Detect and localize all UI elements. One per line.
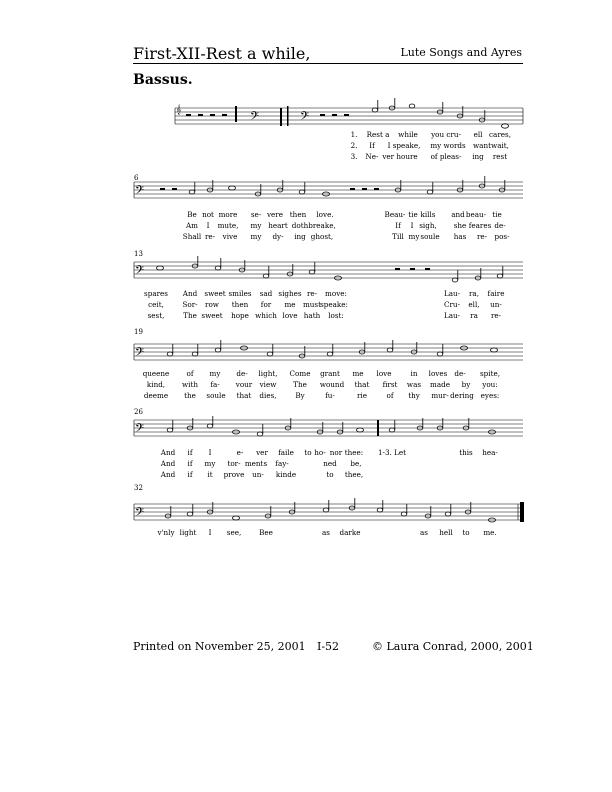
lyric-syllable: And	[160, 459, 176, 468]
lyric-syllable: by	[461, 380, 471, 389]
lyric-syllable: pos-	[494, 232, 510, 241]
lyric-syllable: my	[250, 221, 262, 230]
collection-title: Lute Songs and Ayres	[400, 46, 522, 59]
lyric-syllable: grant	[320, 369, 340, 378]
lyric-syllable: love	[282, 311, 298, 320]
lyric-syllable: doth	[291, 221, 309, 230]
lyric-syllable: ell	[473, 130, 483, 139]
lyric-syllable: ra,	[468, 289, 480, 298]
lyric-syllable: By	[295, 391, 305, 400]
lyric-syllable: this	[459, 448, 473, 457]
lyric-syllable: fa-	[210, 380, 220, 389]
lyric-syllable: light,	[258, 369, 278, 378]
lyric-syllable: wait,	[491, 141, 509, 150]
measure-number: 19	[134, 328, 143, 336]
lyric-syllable: ing	[294, 232, 306, 241]
lyric-syllable: lost:	[328, 311, 344, 320]
lyric-syllable: fay-	[275, 459, 289, 468]
lyric-syllable: while	[398, 130, 418, 139]
lyric-syllable: as	[322, 528, 330, 537]
lyric-syllable: me	[352, 369, 364, 378]
lyric-syllable: me	[284, 300, 296, 309]
lyric-syllable: beau-	[465, 210, 487, 219]
lyric-syllable: in	[410, 369, 418, 378]
part-name: Bassus.	[133, 72, 193, 88]
lyric-syllable: Rest a	[366, 130, 390, 139]
lyric-syllable: ghost,	[310, 232, 334, 241]
footer-copyright: © Laura Conrad, 2000, 2001	[372, 640, 534, 653]
lyric-syllable: was	[406, 380, 422, 389]
lyric-syllable: view	[259, 380, 277, 389]
lyric-syllable: rest	[492, 152, 508, 161]
lyric-syllable: un-	[490, 300, 502, 309]
lyric-syllable: more	[218, 210, 238, 219]
lyric-syllable: Ne-	[365, 152, 379, 161]
lyric-syllable: as	[420, 528, 428, 537]
song-title: First-XII-Rest a while,	[133, 44, 311, 63]
lyric-syllable: Come	[289, 369, 311, 378]
lyric-syllable: re-	[204, 232, 216, 241]
lyric-syllable: sweet	[204, 289, 226, 298]
lyric-syllable: The	[293, 380, 307, 389]
lyric-syllable: I	[208, 528, 212, 537]
lyric-syllable: ell,	[468, 300, 480, 309]
lyric-syllable: If	[395, 221, 401, 230]
lyric-syllable: re-	[490, 311, 502, 320]
lyric-syllable: kinde	[275, 470, 297, 479]
music-staff	[0, 494, 612, 534]
lyric-syllable: love	[376, 369, 392, 378]
lyric-syllable: ned	[323, 459, 337, 468]
lyric-syllable: to	[304, 448, 312, 457]
lyric-syllable: for	[260, 300, 272, 309]
lyric-syllable: If	[369, 141, 375, 150]
lyric-syllable: if	[187, 470, 193, 479]
lyric-syllable: my words	[430, 141, 466, 150]
lyric-syllable: with	[182, 380, 198, 389]
lyric-syllable: spite,	[479, 369, 501, 378]
lyric-syllable: wound	[319, 380, 345, 389]
lyric-syllable: ments	[244, 459, 268, 468]
lyric-syllable: ver	[256, 448, 268, 457]
lyric-syllable: e-	[236, 448, 244, 457]
svg-text:𝄢: 𝄢	[135, 264, 145, 280]
lyric-syllable: love.	[316, 210, 334, 219]
lyric-syllable: you cru-	[431, 130, 461, 139]
lyric-syllable: v'nly	[157, 528, 175, 537]
lyric-syllable: that	[236, 391, 252, 400]
lyric-syllable: must	[302, 300, 322, 309]
lyric-syllable: un-	[252, 470, 264, 479]
lyric-syllable: And	[160, 470, 176, 479]
lyric-syllable: Lau-	[443, 311, 461, 320]
lyric-syllable: Beau-	[384, 210, 406, 219]
lyric-syllable: hath	[303, 311, 321, 320]
lyric-syllable: thee,	[344, 470, 364, 479]
svg-text:𝄢: 𝄢	[135, 422, 145, 438]
lyric-syllable: to	[326, 470, 334, 479]
lyric-syllable: Cru-	[444, 300, 460, 309]
measure-number: 6	[134, 174, 139, 182]
lyric-syllable: and	[451, 210, 465, 219]
lyric-syllable: I	[206, 221, 210, 230]
lyric-syllable: dering	[450, 391, 474, 400]
lyric-syllable: has	[453, 232, 467, 241]
lyric-syllable: that	[354, 380, 370, 389]
lyric-syllable: she	[453, 221, 467, 230]
lyric-syllable: sest,	[147, 311, 165, 320]
svg-text:𝄞: 𝄞	[176, 105, 182, 115]
lyric-syllable: to	[462, 528, 470, 537]
lyric-syllable: see,	[226, 528, 242, 537]
lyric-syllable: eyes:	[480, 391, 500, 400]
lyric-syllable: se-	[250, 210, 262, 219]
lyric-syllable: sigh,	[419, 221, 437, 230]
lyric-syllable: heart	[268, 221, 288, 230]
lyric-syllable: first	[382, 380, 398, 389]
lyric-syllable: ra	[470, 311, 478, 320]
lyric-syllable: move:	[325, 289, 347, 298]
lyric-syllable: smiles	[228, 289, 252, 298]
lyric-syllable: mur-	[431, 391, 449, 400]
lyric-syllable: And	[182, 289, 198, 298]
lyric-syllable: Am	[185, 221, 199, 230]
lyric-syllable: I	[208, 448, 212, 457]
lyric-syllable: vere	[266, 210, 284, 219]
footer-page-number: I-52	[317, 640, 340, 653]
lyric-syllable: Bee	[259, 528, 273, 537]
lyric-syllable: ceit,	[148, 300, 164, 309]
lyric-syllable: spares	[144, 289, 168, 298]
lyric-syllable: soule	[206, 391, 226, 400]
music-staff	[0, 100, 612, 140]
lyric-syllable: tie	[492, 210, 502, 219]
measure-number: 26	[134, 408, 143, 416]
lyric-syllable: kills	[420, 210, 436, 219]
lyric-syllable: want	[473, 141, 491, 150]
lyric-syllable: de-	[236, 369, 248, 378]
lyric-syllable: if	[187, 448, 193, 457]
lyric-syllable: kind,	[146, 380, 166, 389]
lyric-syllable: 1-3. Let	[377, 448, 407, 457]
lyric-syllable: Sor-	[182, 300, 198, 309]
lyric-syllable: then	[231, 300, 249, 309]
lyric-syllable: deeme	[143, 391, 169, 400]
lyric-syllable: of	[186, 369, 194, 378]
lyric-syllable: faile	[278, 448, 294, 457]
lyric-syllable: tor-	[227, 459, 241, 468]
lyric-syllable: darke	[339, 528, 361, 537]
measure-number: 13	[134, 250, 143, 258]
lyric-syllable: ho-	[314, 448, 326, 457]
lyric-syllable: nor	[329, 448, 343, 457]
lyric-syllable: rie	[357, 391, 367, 400]
svg-text:𝄢: 𝄢	[135, 506, 145, 522]
lyric-syllable: feares	[468, 221, 492, 230]
lyric-syllable: vour	[235, 380, 253, 389]
lyric-syllable: of	[386, 391, 394, 400]
lyric-syllable: dies,	[259, 391, 277, 400]
lyric-syllable: cares,	[489, 130, 511, 139]
lyric-syllable: 2.	[350, 141, 358, 150]
lyric-syllable: not	[202, 210, 214, 219]
lyric-syllable: Be	[187, 210, 197, 219]
lyric-syllable: queene	[142, 369, 170, 378]
lyric-syllable: be,	[350, 459, 362, 468]
svg-text:𝄢: 𝄢	[300, 110, 310, 126]
lyric-syllable: 1.	[350, 130, 358, 139]
lyric-syllable: me.	[483, 528, 497, 537]
measure-number: 32	[134, 484, 143, 492]
lyric-syllable: vive	[222, 232, 238, 241]
lyric-syllable: thee:	[344, 448, 364, 457]
lyric-syllable: my	[408, 232, 420, 241]
lyric-syllable: breake,	[308, 221, 336, 230]
lyric-syllable: de-	[494, 221, 506, 230]
lyric-syllable: which	[255, 311, 277, 320]
lyric-syllable: of pleas-	[430, 152, 462, 161]
lyric-syllable: de-	[454, 369, 466, 378]
footer-printed-date: Printed on November 25, 2001	[133, 640, 306, 653]
lyric-syllable: my	[250, 232, 262, 241]
lyric-syllable: the	[184, 391, 196, 400]
lyric-syllable: dy-	[272, 232, 284, 241]
lyric-syllable: soule	[420, 232, 440, 241]
lyric-syllable: hope	[231, 311, 249, 320]
lyric-syllable: sweet	[201, 311, 223, 320]
lyric-syllable: loves	[428, 369, 448, 378]
lyric-syllable: made	[430, 380, 450, 389]
lyric-syllable: fu-	[325, 391, 335, 400]
lyric-syllable: tie	[408, 210, 418, 219]
lyric-syllable: hea-	[482, 448, 498, 457]
lyric-syllable: re-	[306, 289, 318, 298]
lyric-syllable: mute,	[217, 221, 239, 230]
lyric-syllable: then	[289, 210, 307, 219]
lyric-syllable: sighes	[278, 289, 302, 298]
header-rule	[133, 63, 523, 64]
lyric-syllable: re-	[476, 232, 488, 241]
lyric-syllable: my	[204, 459, 216, 468]
lyric-syllable: 3.	[350, 152, 358, 161]
lyric-syllable: faire	[487, 289, 505, 298]
lyric-syllable: ing	[472, 152, 484, 161]
lyric-syllable: hell	[439, 528, 453, 537]
lyric-syllable: ver houre	[382, 152, 418, 161]
lyric-syllable: And	[160, 448, 176, 457]
lyric-syllable: sad	[259, 289, 273, 298]
svg-text:𝄢: 𝄢	[250, 110, 260, 126]
lyric-syllable: my	[209, 369, 221, 378]
lyric-syllable: Till	[392, 232, 404, 241]
lyric-syllable: The	[183, 311, 197, 320]
lyric-syllable: if	[187, 459, 193, 468]
lyric-syllable: I speake,	[387, 141, 421, 150]
svg-text:𝄢: 𝄢	[135, 184, 145, 200]
lyric-syllable: thy	[408, 391, 420, 400]
lyric-syllable: I	[410, 221, 414, 230]
svg-text:𝄢: 𝄢	[135, 346, 145, 362]
lyric-syllable: speake:	[320, 300, 348, 309]
lyric-syllable: you:	[482, 380, 498, 389]
lyric-syllable: Lau-	[443, 289, 461, 298]
lyric-syllable: row	[205, 300, 219, 309]
lyric-syllable: it	[207, 470, 213, 479]
lyric-syllable: prove	[223, 470, 245, 479]
lyric-syllable: Shall	[182, 232, 202, 241]
lyric-syllable: light	[179, 528, 197, 537]
